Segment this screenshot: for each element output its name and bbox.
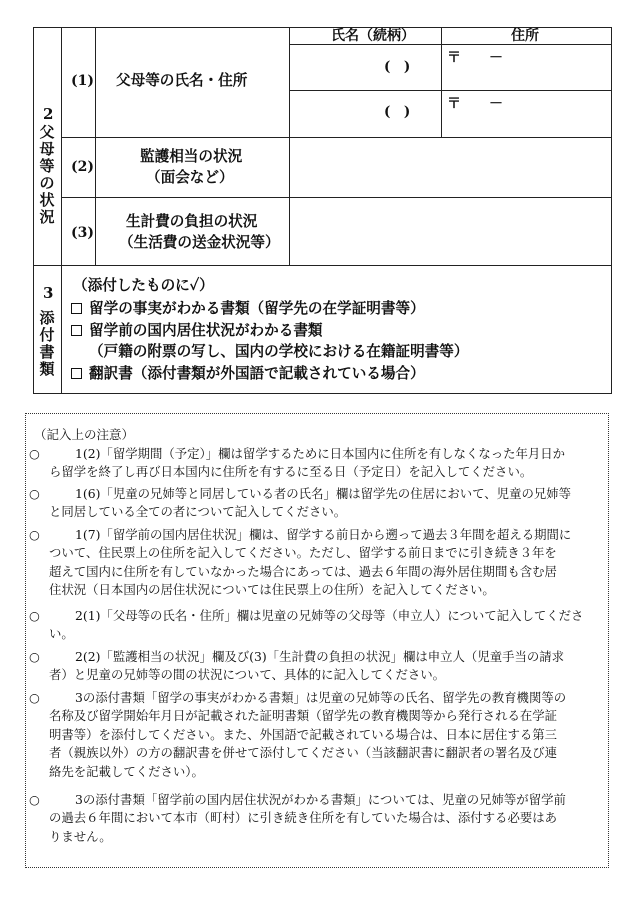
header-row-line: [289, 44, 612, 45]
row2-label-line1: 監護相当の状況: [140, 148, 243, 165]
section3-number: 3: [43, 284, 54, 302]
relation-placeholder-2: ( ): [384, 104, 411, 120]
row1-bottom-line: [61, 137, 612, 138]
attachment-item-translation: 翻訳書（添付書類が外国語で記載されている場合）: [71, 367, 425, 382]
section2-num-col-divider: [95, 27, 96, 265]
attachment-item-study-proof: 留学の事実がわかる書類（留学先の在学証明書等）: [71, 302, 425, 317]
attachment-item-residence-proof-detail: （戸籍の附票の写し、国内の学校における在籍証明書等）: [89, 343, 469, 360]
row3-label-line1: 生計費の負担の状況: [126, 213, 258, 230]
note-item: ○ 1(7)「留学前の国内居住状況」欄は、留学する前日から遡って過去３年間を超える期間に ついて、住民票上の住所を記入してください。ただし、留学する前日までに引き続き３年を 超えて国内に住所を有していなかった場合にあっては、過去６年間の海外居住期間も含む居 住状況（日本国内の居住状況については住民票上の住所）を記入してください。: [29, 527, 572, 598]
bullet-circle-icon: ○: [29, 486, 40, 501]
note-item: ○ 2(2)「監護相当の状況」欄及び(3)「生計費の負担の状況」欄は申立人（児童手当の請求 者）と児童の兄姉等の間の状況について、具体的に記入してください。: [29, 649, 565, 683]
row1-number: (1): [71, 73, 94, 89]
bullet-circle-icon: ○: [29, 690, 40, 705]
table-border-bottom: [33, 393, 612, 394]
note-item: ○ 1(2)「留学期間（予定）」欄は留学するために日本国内に住所を有しなくなった年月日か ら留学を終了し再び日本国内に住所を有するに至る日（予定日）を記入してください。: [29, 446, 566, 480]
row3-number: (3): [71, 225, 94, 241]
table-border-right: [611, 27, 612, 394]
notes-title: （記入上の注意）: [34, 427, 135, 442]
postal-code-mark-1: 〒 －: [447, 50, 503, 66]
attachment-item-residence-proof: 留学前の国内居住状況がわかる書類: [71, 324, 323, 339]
checkbox-study-proof[interactable]: [71, 303, 82, 314]
section2-bottom-line: [33, 265, 612, 266]
row1-label: 父母等の氏名・住所: [116, 72, 248, 89]
note-item: ○ 2(1)「父母等の氏名・住所」欄は児童の兄姉等の父母等（申立人）について記入してくださ い。: [29, 608, 584, 642]
name-column-header: 氏名（続柄）: [331, 28, 415, 44]
section3-title: 添 付 書 類: [39, 309, 55, 378]
section2-col-divider: [61, 27, 62, 265]
row2-label-line2: （面会など）: [146, 169, 234, 186]
bullet-circle-icon: ○: [29, 792, 40, 807]
address-column-header: 住所: [511, 28, 539, 44]
note-item: ○ 3の添付書類「留学の事実がわかる書類」は児童の兄姉等の氏名、留学先の教育機関等の 名称及び留学開始年月日が記載された証明書類（留学先の教育機関等から発行される在学証 明書等）を添付してください。また、外国語で記載されている場合は、日本に居住する第三 者（親族以外）の方の翻訳書を併せて添付してください（当該翻訳書に翻訳者の署名及び連 絡先を記載してください）。: [29, 690, 567, 779]
postal-code-mark-2: 〒 －: [447, 96, 503, 112]
notes-box: [25, 413, 609, 868]
bullet-circle-icon: ○: [29, 608, 40, 623]
checkbox-residence-proof[interactable]: [71, 325, 82, 336]
checkbox-translation[interactable]: [71, 368, 82, 379]
bullet-circle-icon: ○: [29, 527, 40, 542]
section2-number: 2: [43, 105, 54, 123]
bullet-circle-icon: ○: [29, 649, 40, 664]
relation-placeholder-1: ( ): [384, 59, 411, 75]
section2-title: 父 母 等 の 状 況: [39, 123, 55, 226]
attachment-instruction: （添付したものに✓）: [73, 277, 214, 294]
row2-number: (2): [71, 159, 94, 175]
note-item: ○ 3の添付書類「留学前の国内居住状況がわかる書類」については、児童の兄姉等が留学前 の過去６年間において本市（町村）に引き続き住所を有していた場合は、添付する必要はあ りません。: [29, 792, 566, 844]
row1-mid-line: [289, 90, 612, 91]
bullet-circle-icon: ○: [29, 446, 40, 461]
section3-col-divider: [61, 265, 62, 394]
form-table: [33, 27, 612, 394]
row3-label-line2: （生活費の送金状況等）: [119, 234, 280, 251]
row2-bottom-line: [61, 197, 612, 198]
table-border-left: [33, 27, 34, 394]
note-item: ○ 1(6)「児童の兄姉等と同居している者の氏名」欄は留学先の住居において、児童の兄姉等 と同居している全ての者について記入してください。: [29, 486, 572, 520]
name-col-divider: [289, 27, 290, 265]
